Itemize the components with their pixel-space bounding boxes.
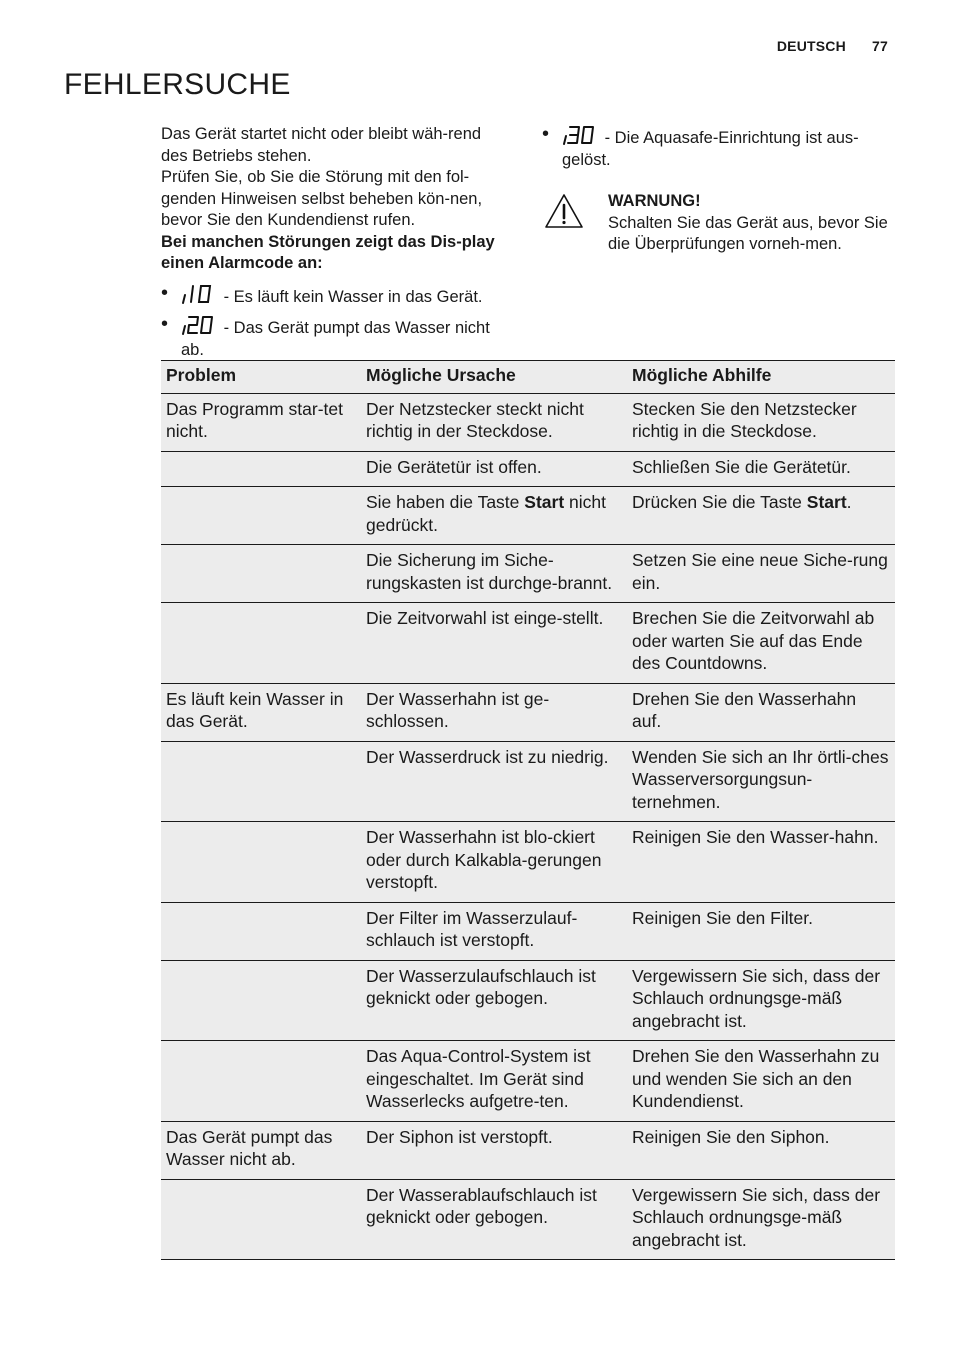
column-header-cause: Mögliche Ursache xyxy=(361,361,627,394)
cell-problem xyxy=(161,487,361,545)
cell-cause: Der Wasserablaufschlauch ist geknickt oder gebogen. xyxy=(361,1179,627,1260)
cell-problem: Das Programm star-tet nicht. xyxy=(161,393,361,451)
alarm-code-item xyxy=(161,314,516,361)
start-key-label: Start xyxy=(524,492,565,512)
table-row xyxy=(161,902,895,960)
column-header-remedy: Mögliche Abhilfe xyxy=(627,361,895,394)
cell-problem xyxy=(161,1179,361,1260)
cell-remedy: Vergewissern Sie sich, dass der Schlauch ordnungsge-mäß angebracht ist. xyxy=(627,960,895,1041)
table-row xyxy=(161,603,895,684)
cell-remedy: Vergewissern Sie sich, dass der Schlauch ordnungsge-mäß angebracht ist. xyxy=(627,1179,895,1260)
table-header-row xyxy=(161,361,895,394)
cell-remedy: Drehen Sie den Wasserhahn auf. xyxy=(627,683,895,741)
intro-bold-text: Bei manchen Störungen zeigt das Dis-play einen Alarmcode an: xyxy=(161,232,495,272)
cell-remedy: Stecken Sie den Netzstecker richtig in die Steckdose. xyxy=(627,393,895,451)
table-row xyxy=(161,1121,895,1179)
cell-cause: Die Zeitvorwahl ist einge-stellt. xyxy=(361,603,627,684)
cell-problem xyxy=(161,902,361,960)
alarm-code-item xyxy=(542,124,894,171)
remedy-text-pre: Drücken Sie die Taste xyxy=(632,492,807,512)
cell-cause: Der Siphon ist verstopft. xyxy=(361,1121,627,1179)
alarm-code-text: - Das Gerät pumpt das Wasser nicht ab. xyxy=(181,319,490,359)
right-column xyxy=(542,124,894,256)
cell-problem xyxy=(161,822,361,903)
warning-text: Schalten Sie das Gerät aus, bevor Sie die Überprüfungen vorneh-men. xyxy=(608,213,888,253)
table-row xyxy=(161,1041,895,1122)
cell-problem: Das Gerät pumpt das Wasser nicht ab. xyxy=(161,1121,361,1179)
cell-problem: Es läuft kein Wasser in das Gerät. xyxy=(161,683,361,741)
cell-remedy: Drehen Sie den Wasserhahn zu und wenden Sie sich an den Kundendienst. xyxy=(627,1041,895,1122)
alarm-code-text: - Die Aquasafe-Einrichtung ist aus-gelöst. xyxy=(562,129,859,169)
cell-cause: Der Filter im Wasserzulauf-schlauch ist verstopft. xyxy=(361,902,627,960)
start-key-label: Start xyxy=(806,492,847,512)
cell-cause: Der Wasserzulaufschlauch ist geknickt oder gebogen. xyxy=(361,960,627,1041)
column-header-problem: Problem xyxy=(161,361,361,394)
table-row xyxy=(161,1179,895,1260)
bullet-icon: • xyxy=(161,281,169,304)
seven-segment-code-icon xyxy=(181,283,215,305)
cell-cause: Der Wasserhahn ist ge-schlossen. xyxy=(361,683,627,741)
cell-remedy: Reinigen Sie den Wasser-hahn. xyxy=(627,822,895,903)
alarm-code-text: - Es läuft kein Wasser in das Gerät. xyxy=(219,287,483,306)
cell-remedy: Wenden Sie sich an Ihr örtli-ches Wasserversorgungsun-ternehmen. xyxy=(627,741,895,822)
cell-problem xyxy=(161,545,361,603)
table-row xyxy=(161,545,895,603)
intro-column xyxy=(161,124,516,361)
cell-remedy: Setzen Sie eine neue Siche-rung ein. xyxy=(627,545,895,603)
seven-segment-code-icon xyxy=(181,314,215,336)
cell-remedy: Brechen Sie die Zeitvorwahl ab oder warten Sie auf das Ende des Countdowns. xyxy=(627,603,895,684)
page-header xyxy=(777,38,888,54)
cell-cause: Das Aqua-Control-System ist eingeschaltet. Im Gerät sind Wasserlecks aufgetre-ten. xyxy=(361,1041,627,1122)
table-row xyxy=(161,393,895,451)
cell-problem xyxy=(161,741,361,822)
bullet-icon: • xyxy=(161,313,169,335)
cell-cause: Der Netzstecker steckt nicht richtig in der Steckdose. xyxy=(361,393,627,451)
cell-remedy: Reinigen Sie den Siphon. xyxy=(627,1121,895,1179)
intro-text-1: Das Gerät startet nicht oder bleibt wäh-rend des Betriebs stehen. xyxy=(161,125,482,165)
cell-cause: Der Wasserhahn ist blo-ckiert oder durch Kalkabla-gerungen verstopft. xyxy=(361,822,627,903)
cell-cause: Der Wasserdruck ist zu niedrig. xyxy=(361,741,627,822)
cell-problem xyxy=(161,1041,361,1122)
cell-problem xyxy=(161,960,361,1041)
table-row xyxy=(161,960,895,1041)
warning-triangle-icon xyxy=(544,193,584,236)
page-number: 77 xyxy=(872,38,888,54)
cell-remedy: Schließen Sie die Gerätetür. xyxy=(627,451,895,487)
cell-cause: Die Sicherung im Siche-rungskasten ist durchge-brannt. xyxy=(361,545,627,603)
table-row xyxy=(161,683,895,741)
table-row xyxy=(161,451,895,487)
warning-box xyxy=(542,191,894,256)
table-row xyxy=(161,487,895,545)
cause-text-pre: Sie haben die Taste xyxy=(366,492,525,512)
seven-segment-code-icon xyxy=(562,124,596,146)
warning-title: WARNUNG! xyxy=(608,192,701,210)
cell-problem xyxy=(161,603,361,684)
page-title: FEHLERSUCHE xyxy=(64,68,291,101)
cause-text-post: nicht gedrückt. xyxy=(366,492,606,535)
cell-problem xyxy=(161,451,361,487)
remedy-text-post: . xyxy=(846,492,852,512)
intro-text-2: Prüfen Sie, ob Sie die Störung mit den fol-genden Hinweisen selbst beheben kön-nen, bevor Sie den Kundendienst rufen. xyxy=(161,168,483,229)
cell-remedy xyxy=(627,487,895,545)
header-language: DEUTSCH xyxy=(776,38,846,54)
alarm-code-item xyxy=(161,283,516,309)
cell-cause xyxy=(361,487,627,545)
cell-remedy: Reinigen Sie den Filter. xyxy=(627,902,895,960)
table-row xyxy=(161,741,895,822)
cell-cause: Die Gerätetür ist offen. xyxy=(361,451,627,487)
bullet-icon: • xyxy=(542,123,550,145)
troubleshooting-table xyxy=(161,360,895,1260)
table-row xyxy=(161,822,895,903)
